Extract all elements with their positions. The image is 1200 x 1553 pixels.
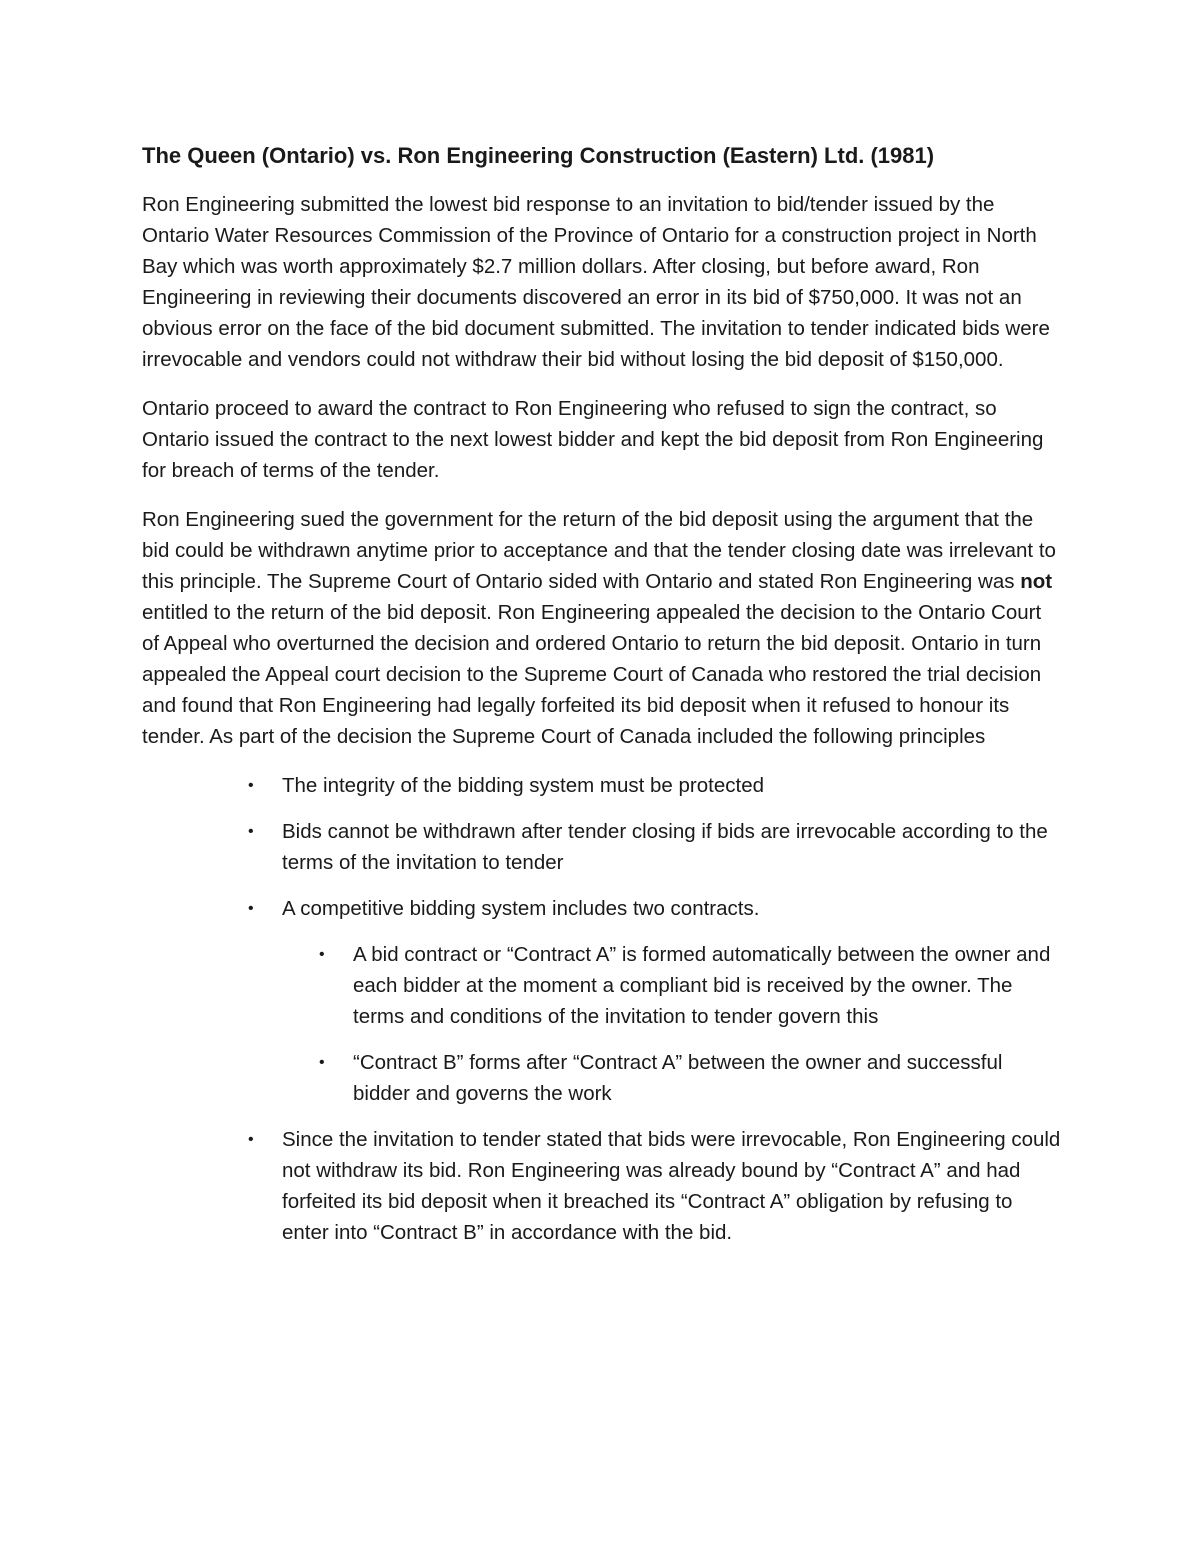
list-item-text: Since the invitation to tender stated that bids were irrevocable, Ron Engineering could not withdraw its bid. Ron Engineering was already bound by “Contract A” and had forfeited its bid deposit when it breached its “Contract A” obligation by refusing to enter into “Contract B” in accordance with the bid. [282, 1128, 1061, 1244]
list-item-text: Bids cannot be withdrawn after tender closing if bids are irrevocable according to the terms of the invitation to tender [282, 820, 1048, 874]
emphasis-not: not [1020, 570, 1053, 593]
paragraph-lawsuit-text-start: Ron Engineering sued the government for the return of the bid deposit using the argument that the bid could be withdrawn anytime prior to acceptance and that the tender closing date was irrelevant to this principle. The Supreme Court of Ontario sided with Ontario and stated Ron Engineering was [142, 508, 1056, 593]
list-item [248, 1124, 1062, 1248]
paragraph-background: Ron Engineering submitted the lowest bid response to an invitation to bid/tender issued by the Ontario Water Resources Commission of the Province of Ontario for a construction project in North Bay which was worth approximately $2.7 million dollars. After closing, but before award, Ron Engineering in reviewing their documents discovered an error in its bid of $750,000. It was not an obvious error on the face of the bid document submitted. The invitation to tender indicated bids were irrevocable and vendors could not withdraw their bid without losing the bid deposit of $150,000. [142, 193, 1050, 371]
bullet-icon: • [319, 1054, 325, 1071]
bullet-icon: • [248, 900, 254, 917]
paragraph-lawsuit [142, 504, 1062, 752]
sub-list-container [282, 939, 1062, 1109]
list-item-text: The integrity of the bidding system must be protected [282, 774, 765, 797]
bullet-icon: • [248, 1131, 254, 1148]
document-page [142, 140, 1062, 1263]
list-item [248, 893, 1062, 924]
sub-list-item-text: A bid contract or “Contract A” is formed automatically between the owner and each bidder at the moment a compliant bid is received by the owner. The terms and conditions of the invitation to tender govern this [353, 943, 1051, 1028]
document-title: The Queen (Ontario) vs. Ron Engineering Construction (Eastern) Ltd. (1981) [142, 143, 935, 168]
list-item [248, 770, 1062, 801]
bullet-icon: • [248, 777, 254, 794]
principles-list [142, 770, 1062, 1248]
list-item-text: A competitive bidding system includes two contracts. [282, 897, 760, 920]
list-item [248, 816, 1062, 878]
paragraph-lawsuit-text-end: entitled to the return of the bid deposit. Ron Engineering appealed the decision to the Ontario Court of Appeal who overturned the decision and ordered Ontario to return the bid deposit. Ontario in turn appealed the Appeal court decision to the Supreme Court of Canada who restored the trial decision and found that Ron Engineering had legally forfeited its bid deposit when it refused to honour its tender. As part of the decision the Supreme Court of Canada included the following principles [142, 601, 1042, 748]
bullet-icon: • [248, 823, 254, 840]
bullet-icon: • [319, 946, 325, 963]
paragraph-award: Ontario proceed to award the contract to Ron Engineering who refused to sign the contract, so Ontario issued the contract to the next lowest bidder and kept the bid deposit from Ron Engineering for breach of terms of the tender. [142, 397, 1044, 482]
sub-list-item [319, 1047, 1062, 1109]
sub-list-item-text: “Contract B” forms after “Contract A” between the owner and successful bidder and governs the work [353, 1051, 1003, 1105]
sub-principles-list [282, 939, 1062, 1109]
sub-list-item [319, 939, 1062, 1032]
